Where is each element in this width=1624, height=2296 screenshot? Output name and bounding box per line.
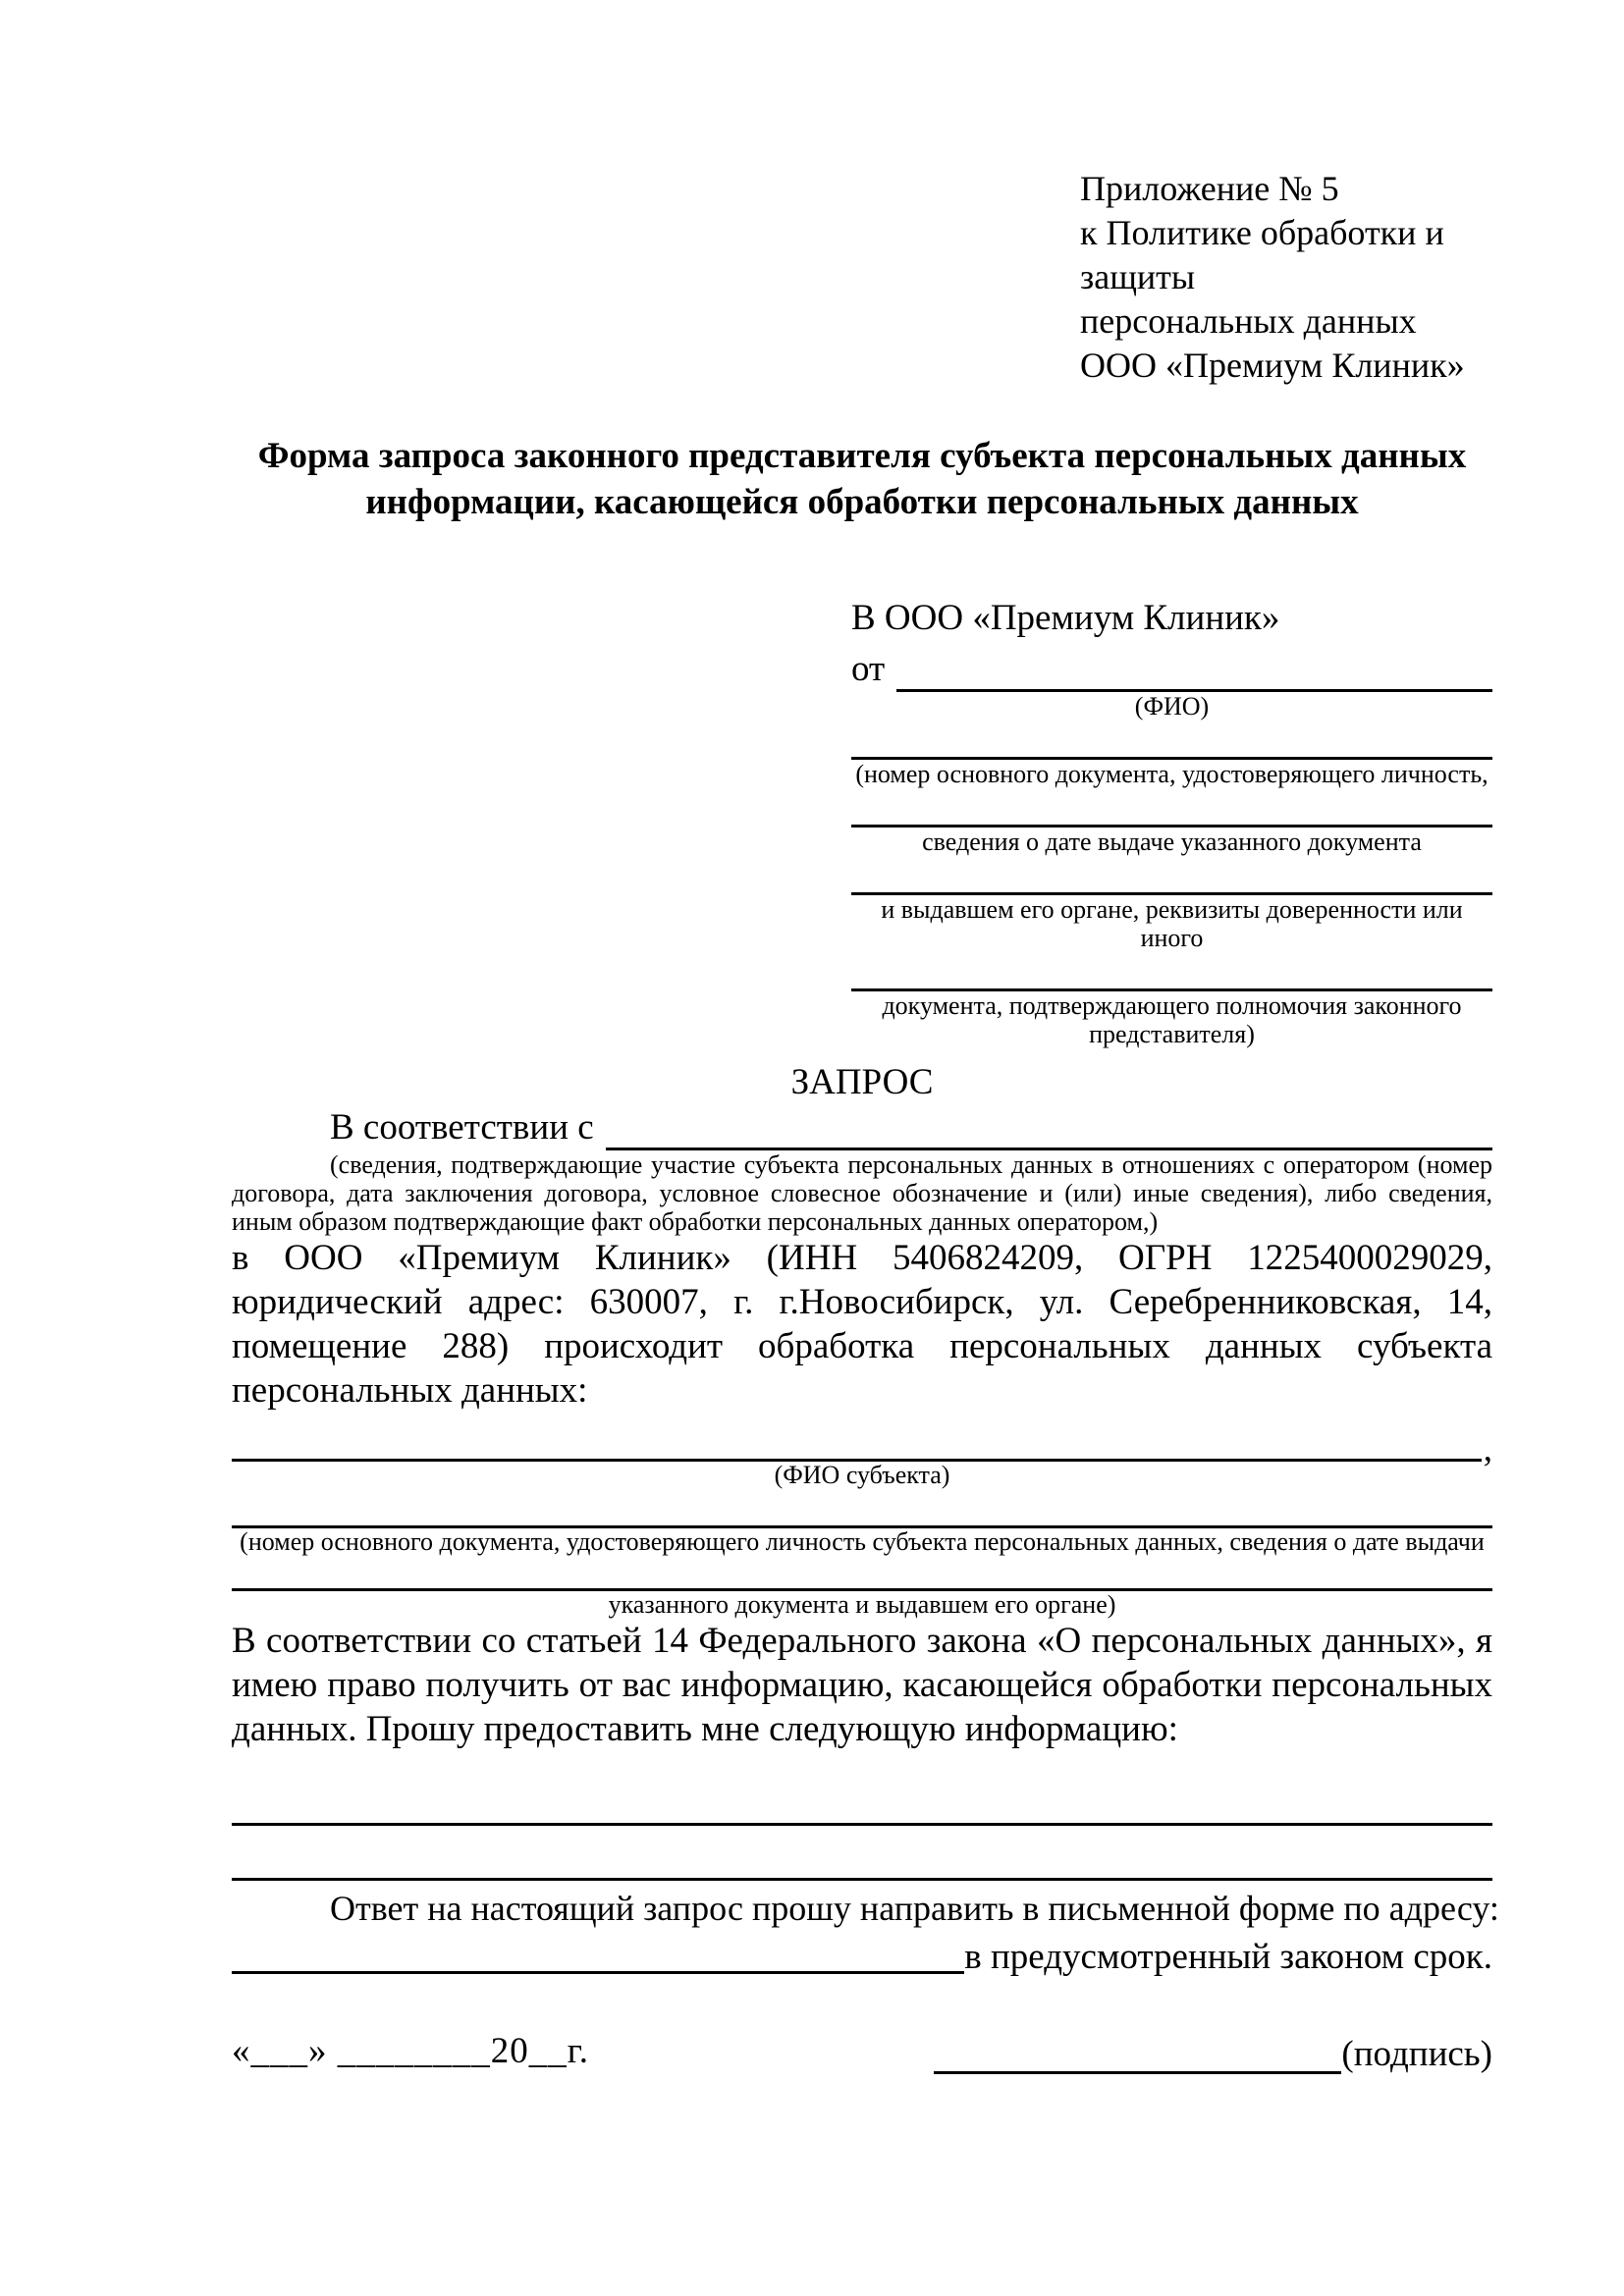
- representative-doc-blank-line-1: [851, 724, 1492, 760]
- subject-fio-blank-line: [232, 1420, 1482, 1462]
- footer-row: [232, 2029, 1492, 2074]
- appendix-block: [1080, 167, 1492, 388]
- footer-spacer: [589, 2029, 934, 2074]
- representative-doc-blank-line-2: [851, 792, 1492, 828]
- intro-label: В соответствии с: [330, 1107, 594, 1148]
- representative-doc-blank-line-4: [851, 956, 1492, 991]
- subject-fio-row: [232, 1420, 1492, 1469]
- subject-fio-caption: (ФИО субъекта): [774, 1461, 950, 1489]
- appendix-line-3: персональных данных: [1080, 301, 1417, 341]
- reply-address-row: [232, 1931, 1492, 1977]
- operator-paragraph: в ООО «Премиум Клиник» (ИНН 5406824209, ОГРН 1225400029029, юридический адрес: 630007, г. г.Новосибирск, ул. Серебренниковская, 14, помещение 288) происходит обработка персональных данных субъекта персональных данных:: [232, 1238, 1492, 1411]
- signature-blank-line: [934, 2029, 1341, 2074]
- subject-doc-blank-line-1: [232, 1493, 1492, 1528]
- info-blank-line-2: [232, 1845, 1492, 1881]
- addressee-organization: В ООО «Премиум Клиник»: [851, 598, 1280, 638]
- fio-caption: (ФИО): [1134, 692, 1210, 721]
- subject-comma: ,: [1483, 1429, 1492, 1469]
- subject-doc-caption-1: (номер основного документа, удостоверяющего личность субъекта персональных данных, сведения о дате выдачи: [240, 1527, 1485, 1556]
- appendix-line-1: Приложение № 5: [1080, 169, 1339, 208]
- representative-doc-caption-2: сведения о дате выдаче указанного документа: [922, 828, 1422, 856]
- request-heading: ЗАПРОС: [790, 1062, 934, 1102]
- from-row: [851, 647, 1492, 692]
- representative-doc-caption-1: (номер основного документа, удостоверяющего личность,: [855, 760, 1489, 788]
- representative-fio-blank-line: [896, 647, 1492, 692]
- intro-row: [330, 1105, 1492, 1150]
- subject-doc-blank-line-2: [232, 1556, 1492, 1591]
- law-paragraph: В соответствии со статьей 14 Федерального закона «О персональных данных», я имею право получить от вас информацию, касающейся обработки персональных данных. Прошу предоставить мне следующую информацию:: [232, 1621, 1492, 1749]
- subject-doc-caption-2: указанного документа и выдавшем его органе): [608, 1590, 1116, 1619]
- representative-doc-caption-3: и выдавшем его органе, реквизиты доверенности или иного: [881, 895, 1463, 952]
- reply-paragraph: Ответ на настоящий запрос прошу направить в письменной форме по адресу:: [330, 1889, 1499, 1928]
- appendix-line-4: ООО «Премиум Клиник»: [1080, 346, 1465, 385]
- reply-address-blank-line: [232, 1931, 964, 1974]
- reply-tail-text: в предусмотренный законом срок.: [964, 1937, 1492, 1977]
- representative-doc-caption-4: документа, подтверждающего полномочия законного представителя): [882, 991, 1462, 1048]
- signature-caption: (подпись): [1341, 2034, 1492, 2074]
- info-blank-line-1: [232, 1790, 1492, 1826]
- date-line: «___» ________20__г.: [232, 2031, 590, 2071]
- appendix-line-2: к Политике обработки и защиты: [1080, 213, 1444, 296]
- document-title: Форма запроса законного представителя субъекта персональных данных информации, касающейся обработки персональных данных: [257, 436, 1467, 522]
- basis-blank-line: [606, 1105, 1492, 1150]
- intro-caption: (сведения, подтверждающие участие субъекта персональных данных в отношениях с оператором (номер договора, дата заключения договора, условное словесное обозначение и (или) иные сведения), либо сведения, иным образом подтверждающие факт обработки персональных данных оператором,): [232, 1150, 1492, 1236]
- from-label: от: [851, 649, 886, 689]
- addressee-block: [851, 596, 1492, 1048]
- representative-doc-blank-line-3: [851, 860, 1492, 895]
